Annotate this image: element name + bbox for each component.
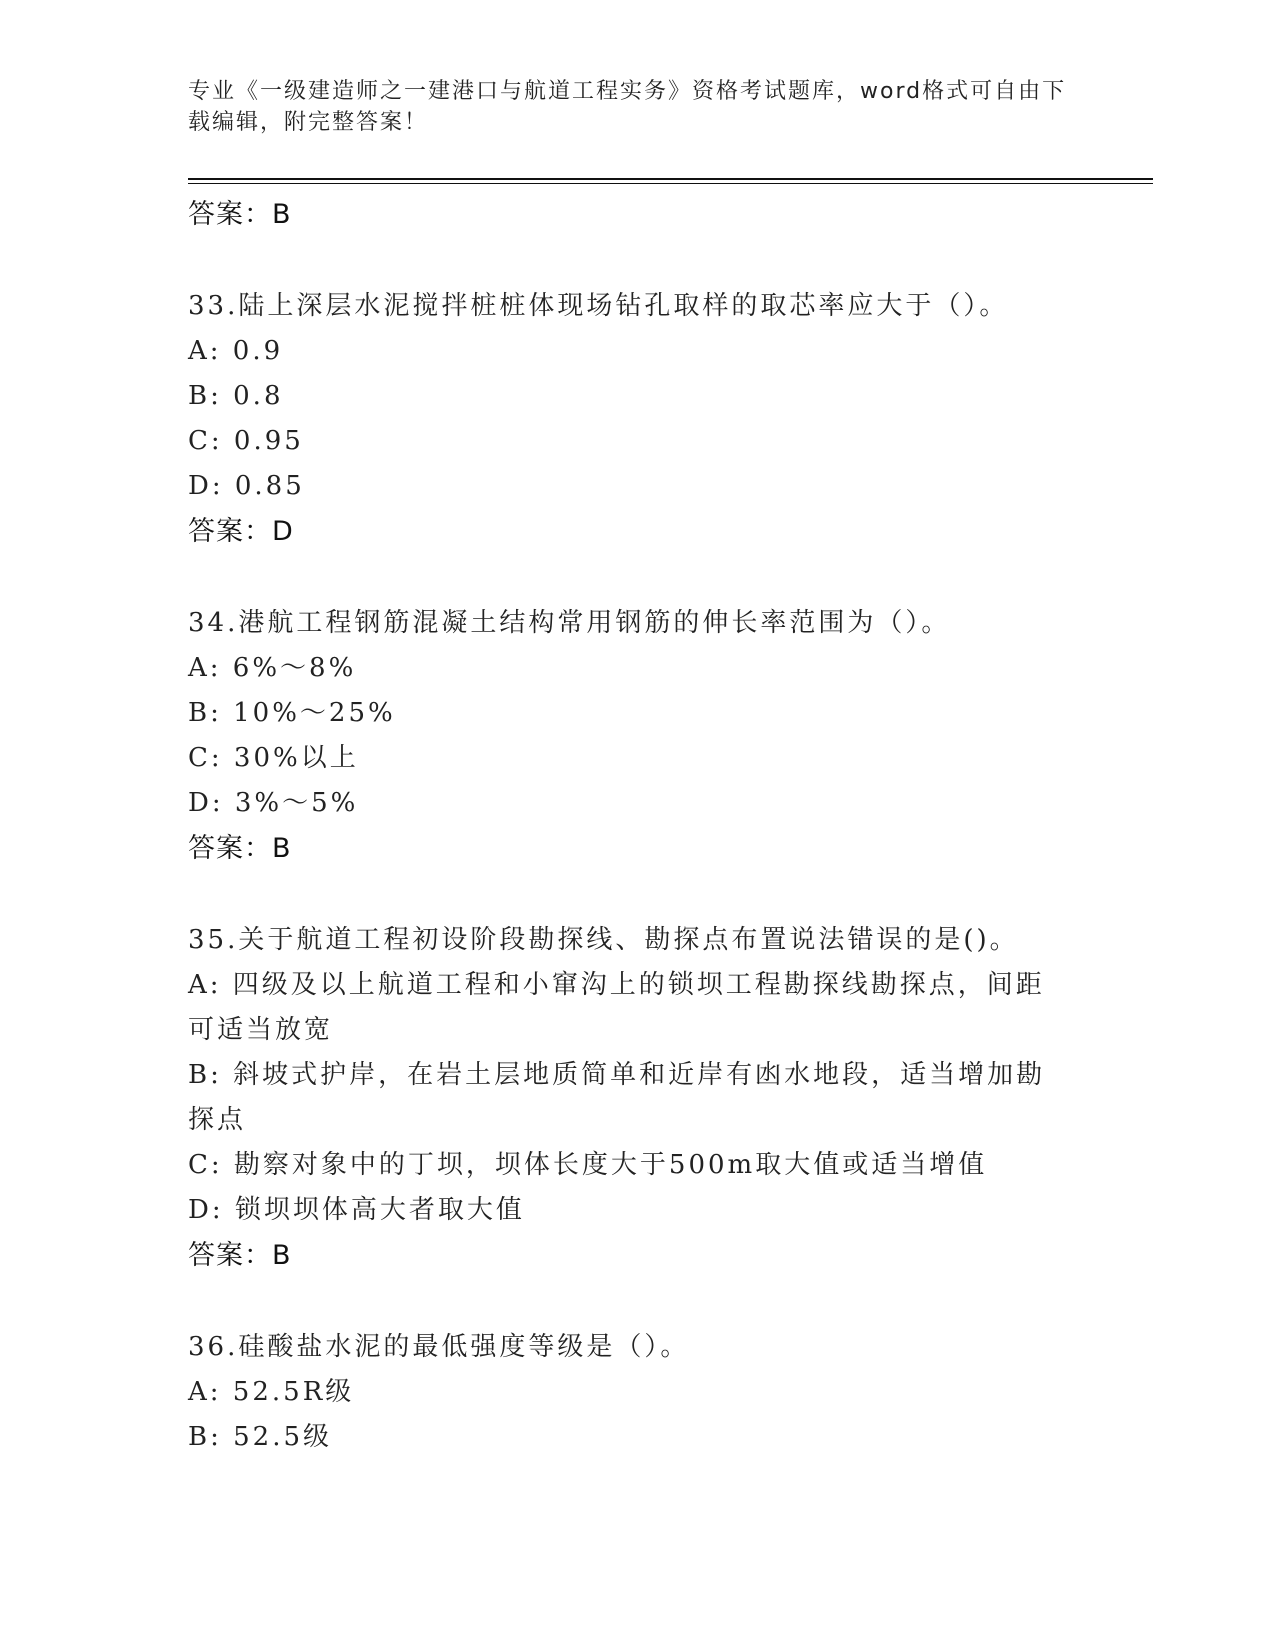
option-a: A: 0.9 (188, 336, 284, 366)
option-a: A: 四级及以上航道工程和小窜沟上的锁坝工程勘探线勘探点，间距可适当放宽 (188, 970, 1045, 1045)
answer-label: 答案：D (188, 516, 294, 547)
option-d: D: 锁坝坝体高大者取大值 (188, 1195, 525, 1225)
option-d: D: 0.85 (188, 471, 305, 501)
option-a: A: 6%～8% (188, 653, 357, 683)
option-c: C: 30%以上 (188, 743, 359, 773)
question-34 (188, 601, 1088, 871)
option-c: C: 0.95 (188, 426, 304, 456)
answer-label: 答案：B (188, 199, 292, 230)
option-b: B: 10%～25% (188, 698, 396, 728)
option-c: C: 勘察对象中的丁坝，坝体长度大于500m取大值或适当增值 (188, 1150, 988, 1180)
option-b: B: 52.5级 (188, 1422, 333, 1452)
question-36 (188, 1325, 1088, 1460)
header-rule-thick (188, 178, 1153, 180)
option-a: A: 52.5R级 (188, 1377, 355, 1407)
question-stem: 33.陆上深层水泥搅拌桩桩体现场钻孔取样的取芯率应大于（）。 (188, 291, 1009, 321)
document-header: 专业《一级建造师之一建港口与航道工程实务》资格考试题库，word格式可自由下载编辑，附完整答案！ (188, 79, 1067, 135)
option-d: D: 3%～5% (188, 788, 359, 818)
answer-label: 答案：B (188, 1240, 292, 1271)
question-stem: 34.港航工程钢筋混凝土结构常用钢筋的伸长率范围为（）。 (188, 608, 951, 638)
option-b: B: 0.8 (188, 381, 284, 411)
question-33 (188, 284, 1088, 554)
answer-label: 答案：B (188, 833, 292, 864)
document-content (188, 192, 1088, 1460)
option-b: B: 斜坡式护岸，在岩土层地质简单和近岸有凼水地段，适当增加勘探点 (188, 1060, 1046, 1135)
question-stem: 36.硅酸盐水泥的最低强度等级是（）。 (188, 1332, 690, 1362)
header-rule-thin (188, 183, 1153, 184)
question-stem: 35.关于航道工程初设阶段勘探线、勘探点布置说法错误的是()。 (188, 925, 1019, 955)
question-35 (188, 918, 1088, 1278)
